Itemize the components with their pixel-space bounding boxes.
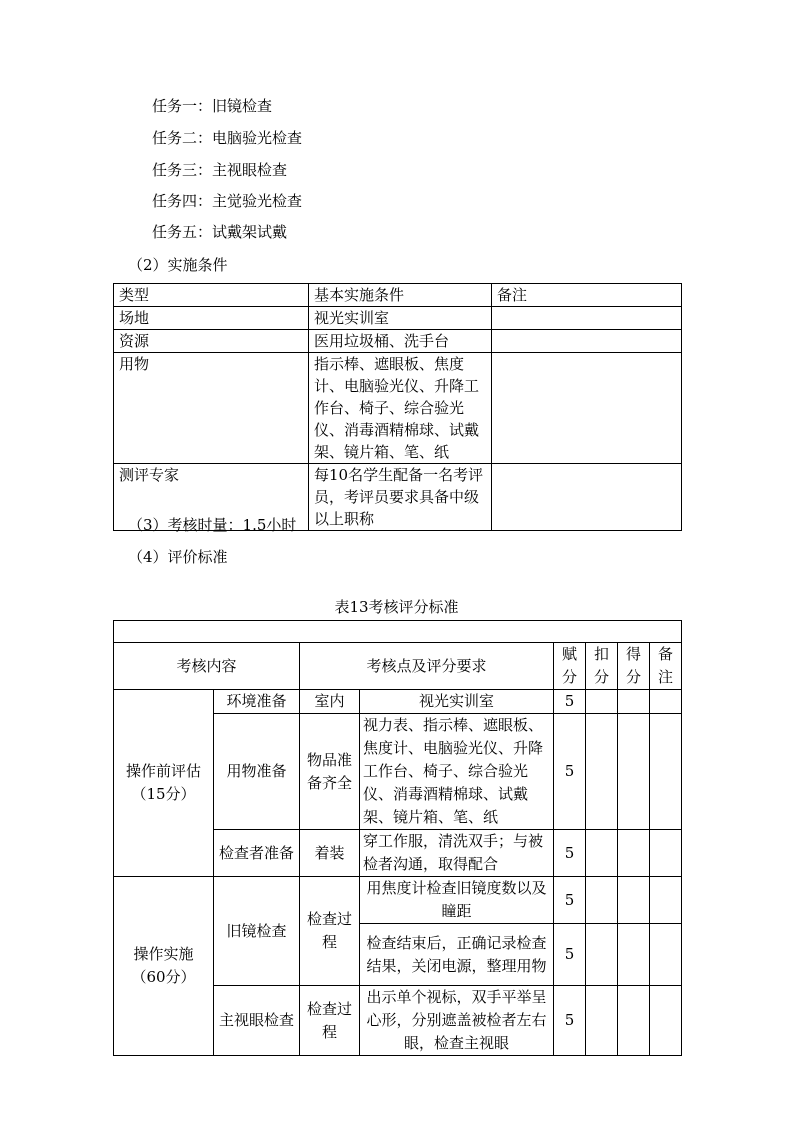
header-kou: 扣分 <box>586 643 618 690</box>
remark-cell <box>650 714 682 830</box>
condition-cell: 视光实训室 <box>309 307 492 330</box>
table-row <box>114 353 682 464</box>
got-cell <box>618 986 650 1056</box>
item-cell: 主视眼检查 <box>214 986 300 1056</box>
sub-cell: 着装 <box>300 830 360 877</box>
remark-cell <box>650 877 682 924</box>
score-cell: 5 <box>554 924 586 986</box>
sub-cell: 检查过程 <box>300 877 360 986</box>
table-row <box>114 330 682 353</box>
condition-cell: 医用垃圾桶、洗手台 <box>309 330 492 353</box>
table-row <box>114 307 682 330</box>
header-de: 得分 <box>618 643 650 690</box>
header-content: 考核内容 <box>114 643 300 690</box>
type-cell: 场地 <box>114 307 309 330</box>
got-cell <box>618 830 650 877</box>
score-cell: 5 <box>554 714 586 830</box>
task-5: 任务五：试戴架试戴 <box>152 223 288 241</box>
requirement-cell: 穿工作服，清洗双手；与被检者沟通，取得配合 <box>360 830 554 877</box>
remark-cell <box>650 830 682 877</box>
table-caption: 表13考核评分标准 <box>334 598 459 616</box>
section-conditions-heading: （2）实施条件 <box>128 256 228 274</box>
condition-cell: 每10名学生配备一名考评员，考评员要求具备中级以上职称 <box>309 464 492 531</box>
header-fu: 赋分 <box>554 643 586 690</box>
table-row <box>114 621 682 643</box>
got-cell <box>618 690 650 714</box>
note-cell <box>492 330 682 353</box>
requirement-cell: 视力表、指示棒、遮眼板、焦度计、电脑验光仪、升降工作台、椅子、综合验光仪、消毒酒精棉球、试戴架、镜片箱、笔、纸 <box>360 714 554 830</box>
type-cell: 测评专家 <box>114 464 309 531</box>
sub-cell: 物品准备齐全 <box>300 714 360 830</box>
item-cell: 环境准备 <box>214 690 300 714</box>
score-cell: 5 <box>554 986 586 1056</box>
remark-cell <box>650 924 682 986</box>
group-cell: 操作前评估（15分） <box>114 690 214 877</box>
section-criteria-heading: （4）评价标准 <box>128 548 228 566</box>
item-cell: 旧镜检查 <box>214 877 300 986</box>
deduct-cell <box>586 924 618 986</box>
condition-cell: 指示棒、遮眼板、焦度计、电脑验光仪、升降工作台、椅子、综合验光仪、消毒酒精棉球、试戴架、镜片箱、笔、纸 <box>309 353 492 464</box>
got-cell <box>618 877 650 924</box>
table-row <box>114 877 682 924</box>
header-points: 考核点及评分要求 <box>300 643 554 690</box>
table-row <box>114 690 682 714</box>
score-cell: 5 <box>554 877 586 924</box>
header-cell: 类型 <box>114 284 309 307</box>
score-cell: 5 <box>554 830 586 877</box>
remark-cell <box>650 986 682 1056</box>
header-cell: 基本实施条件 <box>309 284 492 307</box>
item-cell: 检查者准备 <box>214 830 300 877</box>
deduct-cell <box>586 830 618 877</box>
got-cell <box>618 924 650 986</box>
got-cell <box>618 714 650 830</box>
header-cell: 备注 <box>492 284 682 307</box>
note-cell <box>492 353 682 464</box>
conditions-table <box>113 283 682 531</box>
section-duration: （3）考核时量：1.5小时 <box>128 516 297 534</box>
group-cell: 操作实施（60分） <box>114 877 214 1056</box>
sub-cell: 检查过程 <box>300 986 360 1056</box>
task-4: 任务四：主觉验光检查 <box>152 192 303 210</box>
task-3: 任务三：主视眼检查 <box>152 161 288 179</box>
deduct-cell <box>586 986 618 1056</box>
task-2: 任务二：电脑验光检查 <box>152 129 303 147</box>
type-cell: 用物 <box>114 353 309 464</box>
deduct-cell <box>586 690 618 714</box>
table-row <box>114 643 682 690</box>
remark-cell <box>650 690 682 714</box>
item-cell: 用物准备 <box>214 714 300 830</box>
deduct-cell <box>586 877 618 924</box>
header-bei: 备注 <box>650 643 682 690</box>
deduct-cell <box>586 714 618 830</box>
table-row <box>114 284 682 307</box>
requirement-cell: 检查结束后，正确记录检查结果，关闭电源，整理用物 <box>360 924 554 986</box>
task-1: 任务一：旧镜检查 <box>152 97 273 115</box>
note-cell <box>492 464 682 531</box>
type-cell: 资源 <box>114 330 309 353</box>
score-cell: 5 <box>554 690 586 714</box>
requirement-cell: 视光实训室 <box>360 690 554 714</box>
note-cell <box>492 307 682 330</box>
requirement-cell: 出示单个视标，双手平举呈心形，分别遮盖被检者左右眼，检查主视眼 <box>360 986 554 1056</box>
sub-cell: 室内 <box>300 690 360 714</box>
blank-title-row <box>114 621 682 643</box>
requirement-cell: 用焦度计检查旧镜度数以及瞳距 <box>360 877 554 924</box>
scoring-table <box>113 620 682 1056</box>
